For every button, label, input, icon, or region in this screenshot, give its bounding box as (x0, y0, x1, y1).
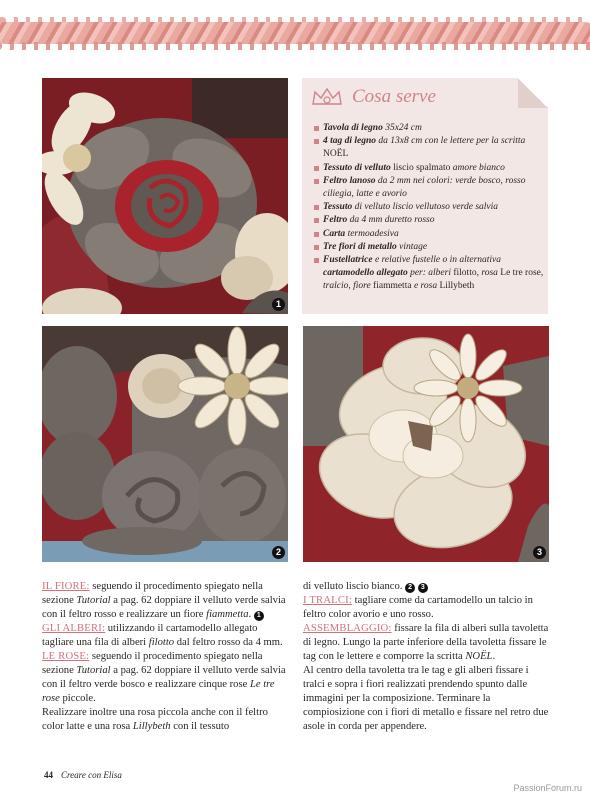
body-text: Lillybeth (439, 281, 475, 292)
bold-text: Feltro lanoso (323, 175, 376, 186)
italic-text: amore bianco (452, 162, 505, 173)
material-item (314, 122, 544, 135)
material-item (314, 135, 544, 161)
photo-number-badge: 1 (272, 298, 285, 311)
materials-list (314, 122, 544, 294)
italic-text: da 4 mm (347, 215, 385, 226)
italic-text: Lillybeth (132, 721, 171, 732)
italic-text: verde bosco, rosso ciliegia, latte e avorio (323, 175, 526, 200)
bold-text: 4 tag di legno (323, 136, 377, 147)
body-text: seguendo il procedimento spiegato nella sezione (42, 651, 263, 676)
body-text: filotto, (453, 268, 482, 279)
bold-text: Tessuto (323, 202, 353, 213)
body-text: fissare la fila di alberi sulla tavoletta di legno. Lungo la parte inferiore della tavoletta fissare le tag con le lettere e comporre la scritta (303, 623, 549, 662)
italic-text: alberi (428, 268, 454, 279)
material-item (314, 241, 544, 254)
italic-text: verde salvia (452, 202, 499, 213)
body-text: a pag. 62 doppiare il velluto verde salvia con il feltro verde bosco e realizzare cinque rose (42, 665, 286, 690)
italic-text: termoadesiva (345, 228, 399, 239)
italic-text: per: (407, 268, 429, 279)
instruction-paragraph (42, 706, 286, 734)
instruction-paragraph (303, 594, 551, 622)
italic-text: e rosa (413, 281, 440, 292)
section-heading: GLI ALBERI: (42, 623, 106, 634)
page-footer (44, 770, 122, 780)
photo-number-badge: 3 (533, 546, 546, 559)
italic-text: 35x24 cm (382, 123, 422, 133)
rope-border-decoration (0, 14, 590, 52)
crown-rose-icon (310, 86, 344, 108)
italic-text: e relative fustelle o in alternativa (372, 255, 502, 266)
material-item (314, 254, 544, 294)
body-text: utilizzando il cartamodello allegato tagliare una fila di alberi (42, 623, 258, 648)
bold-text: Tre fiori di metallo (323, 241, 397, 252)
italic-text: vintage (396, 241, 428, 252)
instructions-column-left (42, 580, 286, 734)
step-number-badge: 3 (418, 583, 428, 593)
italic-text: Tutorial (76, 595, 111, 606)
page-number: 44 (44, 770, 53, 780)
instruction-paragraph (42, 650, 286, 706)
body-text: Al centro della tavoletta tra le tag e gli alberi fissare i tralci e sopra i fiori realizzati prendendo spunto dalle immagini per la composizione. Terminare la compiosizione con i fiori di metallo e fissare nel retro due asole in corda per appendere. (303, 665, 549, 732)
body-text: . (492, 651, 496, 662)
bold-text: cartamodello allegato (323, 268, 408, 279)
photo-felt-roses (42, 326, 288, 562)
section-heading: LE ROSE: (42, 651, 90, 662)
section-heading: ASSEMBLAGGIO: (303, 623, 392, 634)
section-heading: I TRALCI: (303, 595, 352, 606)
italic-text: NOËL (465, 651, 493, 662)
italic-text: da 13x8 cm con le lettere per la scritta (376, 136, 526, 147)
body-text: seguendo il procedimento spiegato nella sezione (42, 581, 263, 606)
body-text: Le tre rose, (500, 268, 544, 279)
material-item (314, 214, 544, 227)
italic-text: da 2 mm nei colori: (375, 175, 456, 186)
materials-box (302, 78, 548, 314)
bold-text: Tavola di legno (323, 123, 383, 133)
bold-text: Feltro (323, 215, 348, 226)
material-item (314, 228, 544, 241)
body-text: di velluto liscio bianco. (303, 581, 406, 592)
photo-number-badge: 2 (272, 546, 285, 559)
material-item (314, 201, 544, 214)
instruction-paragraph (303, 580, 551, 594)
italic-text: di velluto liscio vellutoso (352, 202, 453, 213)
body-text: fiammetta (373, 281, 414, 292)
italic-text: filotto (148, 637, 175, 648)
italic-text: Le tre rose (42, 679, 275, 704)
body-text: tagliare come da cartamodello un talcio in feltro color avorio e uno rosso. (303, 595, 533, 620)
italic-text: tralcio, fiore (323, 281, 374, 292)
italic-text: rosa (481, 268, 501, 279)
italic-text: duretto rosso (384, 215, 435, 226)
body-text: a pag. 62 doppiare il velluto verde salvia con il feltro rosso e realizzare un fiore (42, 595, 286, 620)
body-text: piccole. (59, 693, 96, 704)
step-number-badge: 1 (254, 611, 264, 621)
section-heading: IL FIORE: (42, 581, 90, 592)
instruction-paragraph (42, 580, 286, 622)
photo-felt-flower (42, 78, 288, 314)
body-text: NOËL (323, 149, 349, 160)
materials-title: Cosa serve (352, 86, 436, 107)
watermark: PassionForum.ru (513, 783, 582, 793)
body-text: liscio spalmato (390, 162, 453, 173)
italic-text: fiammetta (206, 609, 249, 620)
page-fold-corner (518, 78, 548, 108)
italic-text: Tutorial (76, 665, 111, 676)
instruction-paragraph (303, 622, 551, 664)
bold-text: Tessuto di velluto (323, 162, 391, 173)
instruction-paragraph (303, 664, 551, 734)
bold-text: Fustellatrice (323, 255, 373, 266)
instructions-column-right (303, 580, 551, 734)
body-text: dal feltro rosso da 4 mm. (174, 637, 283, 648)
material-item (314, 175, 544, 201)
bold-text: Carta (323, 228, 346, 239)
body-text: con il tessuto (170, 721, 230, 732)
body-text: . (248, 609, 254, 620)
magazine-name: Creare con Elisa (61, 770, 122, 780)
body-text: Realizzare inoltre una rosa piccola anche con il feltro color latte e una rosa (42, 707, 268, 732)
photo-white-flower (303, 326, 549, 562)
instruction-paragraph (42, 622, 286, 650)
step-number-badge: 2 (405, 583, 415, 593)
material-item (314, 162, 544, 175)
